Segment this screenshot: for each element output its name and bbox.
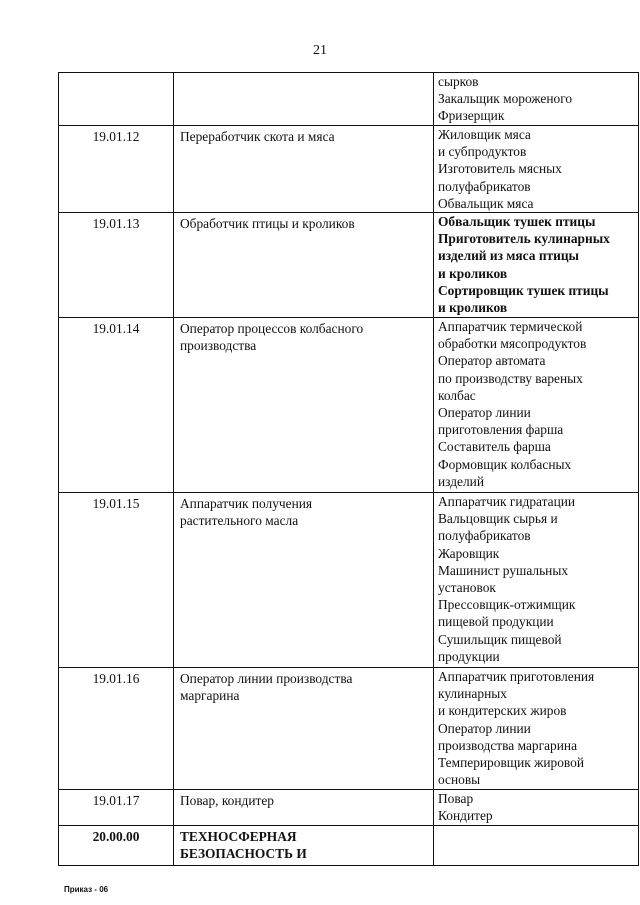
worker-profession-item: колбас bbox=[438, 387, 476, 403]
worker-profession-item: Оператор автомата bbox=[438, 353, 546, 369]
worker-profession-item: Жиловщик мяса bbox=[438, 127, 531, 142]
profession-name-line: производства bbox=[180, 338, 257, 354]
worker-profession-item: Сушильщик пищевой bbox=[438, 631, 562, 647]
worker-profession-item: и кроликов bbox=[438, 265, 508, 281]
worker-profession-item: Темперировщик жировой bbox=[438, 755, 585, 771]
table-row bbox=[59, 213, 639, 318]
worker-profession-item: Составитель фарша bbox=[438, 439, 551, 455]
profession-name bbox=[174, 493, 434, 668]
profession-code: 19.01.15 bbox=[59, 493, 174, 668]
worker-profession-item: полуфабрикатов bbox=[438, 178, 531, 194]
worker-profession-item: Аппаратчик термической bbox=[438, 319, 583, 335]
profession-name-line: Аппаратчик получения bbox=[180, 496, 313, 512]
profession-name-line: Обработчик птицы и кроликов bbox=[180, 216, 355, 232]
worker-profession-item: кулинарных bbox=[438, 686, 507, 702]
profession-name-line: Оператор процессов колбасного bbox=[180, 321, 364, 337]
profession-name-line: Оператор линии производства bbox=[180, 671, 353, 687]
profession-code bbox=[59, 73, 174, 126]
profession-name-line: маргарина bbox=[180, 688, 240, 704]
worker-professions bbox=[434, 826, 639, 866]
profession-name bbox=[174, 213, 434, 318]
worker-profession-item: Обвальщик мяса bbox=[438, 195, 534, 211]
profession-code: 20.00.00 bbox=[59, 826, 174, 866]
table-row bbox=[59, 126, 639, 213]
worker-professions bbox=[434, 493, 639, 668]
worker-professions bbox=[434, 126, 639, 213]
table-row bbox=[59, 73, 639, 126]
profession-code: 19.01.17 bbox=[59, 790, 174, 826]
profession-name-line: Переработчик скота и мяса bbox=[180, 129, 335, 144]
worker-profession-item: Формовщик колбасных bbox=[438, 456, 572, 472]
profession-code: 19.01.13 bbox=[59, 213, 174, 318]
profession-name bbox=[174, 318, 434, 493]
profession-code: 19.01.14 bbox=[59, 318, 174, 493]
profession-name bbox=[174, 790, 434, 826]
worker-profession-item: полуфабрикатов bbox=[438, 528, 531, 544]
section-row bbox=[59, 826, 639, 866]
worker-profession-item: установок bbox=[438, 580, 496, 596]
worker-profession-item: Сортировщик тушек птицы bbox=[438, 282, 609, 298]
worker-profession-item: Фризерщик bbox=[438, 108, 505, 124]
worker-profession-item: и кондитерских жиров bbox=[438, 703, 567, 719]
profession-name-line: ТЕХНОСФЕРНАЯ bbox=[180, 829, 297, 845]
worker-professions bbox=[434, 73, 639, 126]
worker-profession-item: обработки мясопродуктов bbox=[438, 336, 587, 352]
worker-profession-item: Аппаратчик приготовления bbox=[438, 669, 595, 685]
profession-name-line: БЕЗОПАСНОСТЬ И bbox=[180, 846, 307, 862]
worker-professions bbox=[434, 790, 639, 826]
profession-name bbox=[174, 826, 434, 866]
worker-profession-item: Аппаратчик гидратации bbox=[438, 494, 576, 510]
worker-profession-item: пищевой продукции bbox=[438, 614, 554, 630]
worker-profession-item: и субпродуктов bbox=[438, 144, 527, 160]
table-body bbox=[59, 73, 639, 866]
worker-profession-item: приготовления фарша bbox=[438, 422, 564, 438]
worker-profession-item: Закальщик мороженого bbox=[438, 91, 573, 107]
worker-professions bbox=[434, 668, 639, 790]
worker-profession-item: Повар bbox=[438, 791, 474, 807]
profession-name-line: Повар, кондитер bbox=[180, 793, 275, 809]
profession-name bbox=[174, 126, 434, 213]
worker-professions bbox=[434, 213, 639, 318]
worker-profession-item: Изготовитель мясных bbox=[438, 161, 562, 177]
footer-order-mark: Приказ - 06 bbox=[64, 885, 109, 894]
table-row bbox=[59, 493, 639, 668]
worker-profession-item: Жаровщик bbox=[438, 545, 500, 561]
worker-profession-item: Прессовщик-отжимщик bbox=[438, 597, 576, 613]
profession-code: 19.01.16 bbox=[59, 668, 174, 790]
page-number: 21 bbox=[313, 43, 327, 58]
worker-profession-item: изделий из мяса птицы bbox=[438, 248, 580, 264]
worker-profession-item: основы bbox=[438, 772, 481, 788]
worker-profession-item: Обвальщик тушек птицы bbox=[438, 214, 596, 230]
profession-name bbox=[174, 73, 434, 126]
worker-profession-item: Вальцовщик сырья и bbox=[438, 511, 558, 527]
professions-table bbox=[58, 72, 639, 866]
worker-professions bbox=[434, 318, 639, 493]
worker-profession-item: Приготовитель кулинарных bbox=[438, 231, 610, 247]
table-row bbox=[59, 318, 639, 493]
worker-profession-item: Оператор линии bbox=[438, 720, 531, 736]
worker-profession-item: изделий bbox=[438, 473, 484, 489]
worker-profession-item: Кондитер bbox=[438, 808, 493, 824]
worker-profession-item: по производству вареных bbox=[438, 370, 583, 386]
profession-code: 19.01.12 bbox=[59, 126, 174, 213]
table-row bbox=[59, 790, 639, 826]
worker-profession-item: Машинист рушальных bbox=[438, 562, 569, 578]
worker-profession-item: продукции bbox=[438, 648, 500, 664]
worker-profession-item: Оператор линии bbox=[438, 405, 531, 421]
worker-profession-item: сырков bbox=[438, 74, 479, 89]
worker-profession-item: и кроликов bbox=[438, 300, 508, 316]
worker-profession-item: производства маргарина bbox=[438, 737, 578, 753]
table-row bbox=[59, 668, 639, 790]
profession-name-line: растительного масла bbox=[180, 513, 299, 529]
profession-name bbox=[174, 668, 434, 790]
